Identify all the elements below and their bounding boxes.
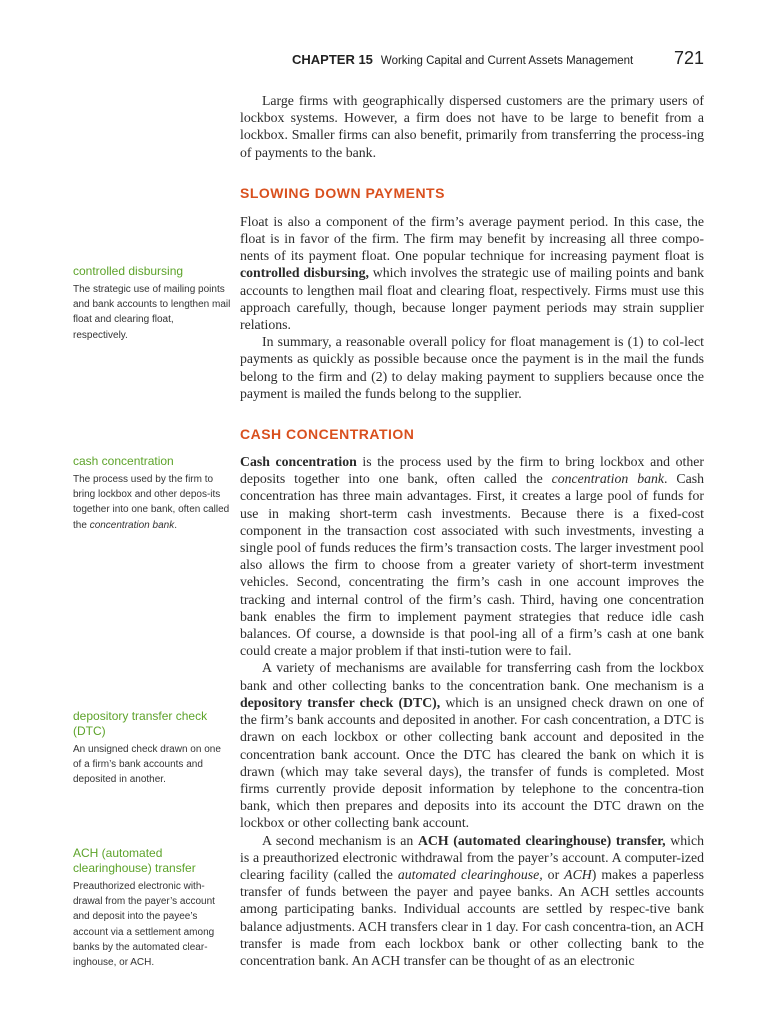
margin-term: ACH (automated clearinghouse) transfer [73,846,196,875]
key-term-controlled-disbursing: controlled disbursing, [240,265,369,281]
paragraph-dtc [240,659,704,831]
paragraph-summary: In summary, a reasonable overall policy for float management is (1) to col-lect payments as quickly as possible because once the payment is in the mail the funds belong to the firm and (2) to delay making payment to suppliers because once the payment is mailed the funds belong to the supplier. [240,334,704,401]
text-span: which is a preauthorized electronic withdrawal from the payer’s account. A computer-ized clearing facility (called the [240,832,705,882]
text-span: . [174,519,177,531]
text-span: or [542,866,565,882]
margin-term: controlled disbursing [73,264,184,278]
text-span: A variety of mechanisms are available for transferring cash from the lockbox bank and other collecting banks to the concentration bank. One mechanism is a [240,660,704,693]
paragraph-cash-concentration [240,453,704,659]
running-header [292,48,704,69]
chapter-title: Working Capital and Current Assets Management [380,55,634,67]
margin-term: cash concentration [73,454,174,468]
text-span: is the process used by the firm to bring lockbox and other deposits together into one bank, often called the [240,454,704,487]
italic-term: concentration bank [89,519,175,531]
heading-slowing-down-payments: SLOWING DOWN PAYMENTS [240,184,445,201]
margin-note-cash-concentration [73,454,231,533]
text-span: Float is also a component of the firm’s average payment period. In this case, the float is in favor of the firm. The firm may benefit by increasing all three compo-nents of its payment float. One popular technique for increasing payment float is [240,213,704,264]
text-span: which involves the strategic use of mailing points and bank accounts to lengthen mail float and clearing float, respectively. Firms must use this approach carefully, though, because longer payment periods may strain supplier relations. [240,265,705,333]
text-span: A second mechanism is an [262,832,418,848]
chapter-label: CHAPTER 15 [292,52,373,67]
heading-cash-concentration: CASH CONCENTRATION [240,426,415,443]
margin-note-dtc [73,709,231,788]
text-span: The process used by the firm to bring lockbox and other depos-its together into one bank, often called the [73,474,230,531]
key-term-dtc: depository transfer check (DTC), [240,694,441,710]
main-column [240,92,704,969]
paragraph-ach [240,832,704,970]
margin-note-controlled-disbursing [73,264,231,343]
key-term-ach: ACH (automated clearinghouse) transfer, [417,832,666,848]
text-span: which is an unsigned check drawn on one of the firm’s bank accounts and deposited in another. For cash concentration, a DTC is drawn on each lockbox or other collecting bank account and deposited in the concentration bank account. Once the DTC has cleared the bank on which it is drawn (which may take several days), the transfer of funds is completed. Most firms currently provide deposit information by telephone to the concentra-tion bank, which then prepares and deposits into its account the DTC drawn on the lockbox or other collecting bank account. [240,694,704,831]
italic-term: automated clearinghouse, [397,866,543,882]
margin-definition: Preauthorized electronic with-drawal from the payer’s account and deposit into the payee’s account via a settlement among banks by the automated clear-inghouse, or ACH. [73,881,215,969]
margin-note-ach [73,846,231,970]
text-span: . Cash concentration has three main advantages. First, it creates a large pool of funds for use in making short-term cash investments. Because there is a fixed-cost component in the transaction cost associated with such investments, investing a single pool of funds reduces the firm’s transaction costs. The larger investment pool also allows the firm to choose from a greater variety of short-term investment vehicles. Second, concentrating the firm’s cash in one account improves the tracking and internal control of the firm’s cash. Third, having one concentration bank enables the firm to implement payment strategies that reduce idle cash balances. Of course, a downside is that pool-ing all of a firm’s cash at one bank could create a major problem if that insti-tution were to fail. [240,471,705,659]
key-term-cash-concentration: Cash concentration [240,454,357,470]
italic-term: concentration bank [551,471,665,487]
margin-definition: The strategic use of mailing points and bank accounts to lengthen mail float and clearing float, respectively. [73,284,231,341]
page-number: 721 [673,48,704,68]
margin-term: depository transfer check (DTC) [73,709,208,738]
italic-term: ACH [564,866,592,882]
text-span: ) makes a paperless transfer of funds between the payer and payee banks. An ACH settles accounts among participating banks. Individual accounts are settled by respec-tive bank balance adjustments. ACH transfers clear in 1 day. For cash concentra-tion, an ACH transfer is made from each lockbox bank or other collecting bank to the concentration bank. An ACH transfer can be thought of as an electronic [240,866,705,968]
margin-definition: An unsigned check drawn on one of a firm’s bank accounts and deposited in another. [73,744,221,786]
paragraph-float [240,213,704,333]
paragraph-lockbox: Large firms with geographically dispersed customers are the primary users of lockbox systems. However, a firm does not have to be large to benefit from a lockbox. Smaller firms can also benefit, primarily from transferring the process-ing of payments to the bank. [240,93,704,160]
margin-definition [73,472,231,533]
